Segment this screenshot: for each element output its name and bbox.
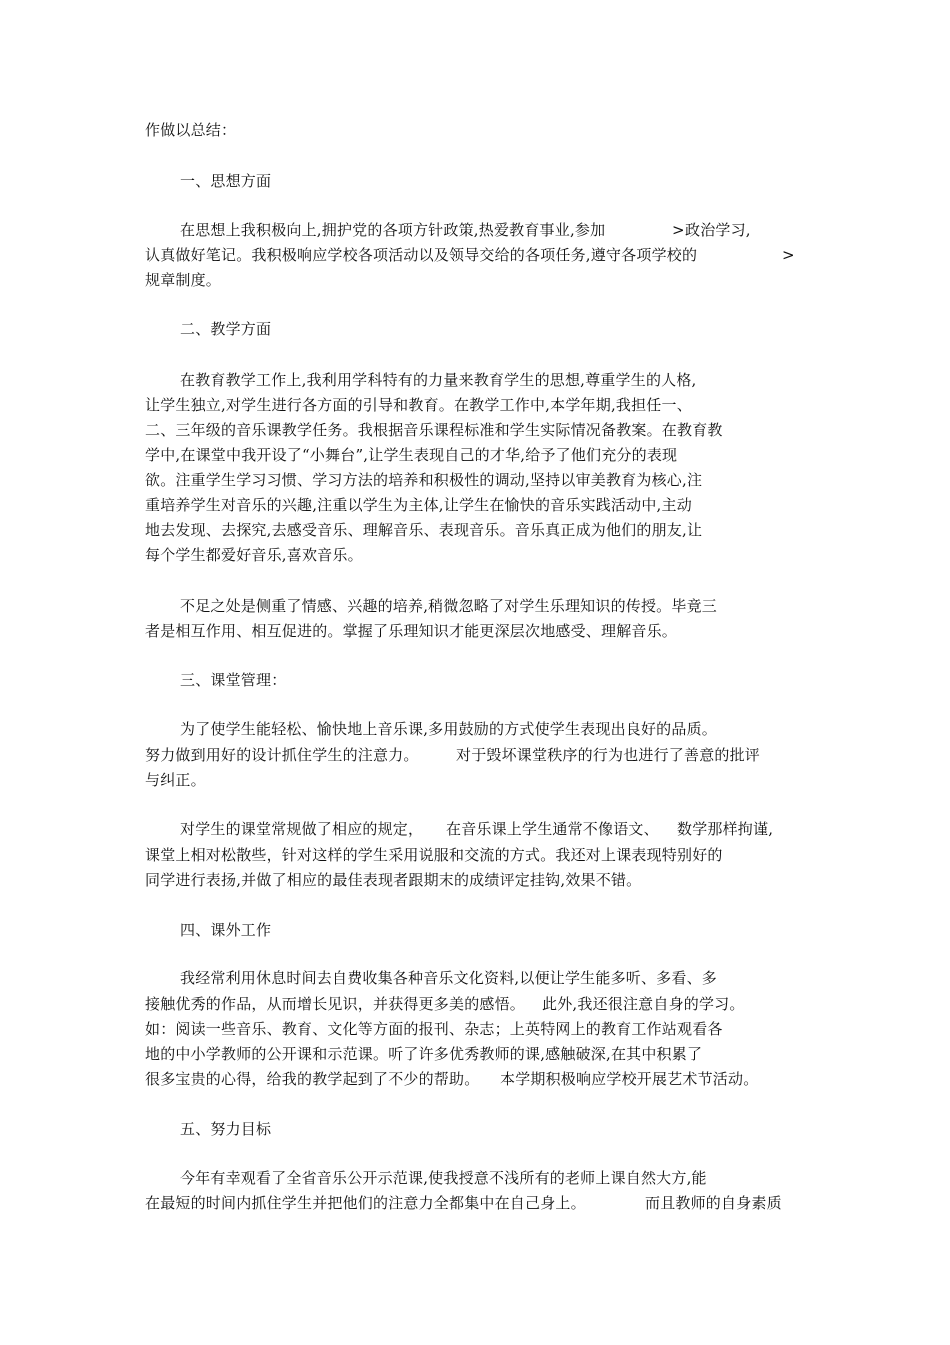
paragraph-line: 不足之处是侧重了情感、兴趣的培养,稍微忽略了对学生乐理知识的传授。毕竟三 — [180, 597, 717, 615]
paragraph-line: 对于毁坏课堂秩序的行为也进行了善意的批评 — [456, 746, 761, 764]
paragraph-line: 欲。注重学生学习习惯、学习方法的培养和积极性的调动,坚持以审美教育为核心,注 — [145, 471, 703, 489]
section-heading-extracurricular: 四、课外工作 — [180, 921, 272, 939]
paragraph-line: 数学那样拘谨, — [677, 820, 774, 838]
paragraph-line: 如：阅读一些音乐、教育、文化等方面的报刊、杂志；上英特网上的教育工作站观看各 — [145, 1020, 723, 1038]
paragraph-line: 课堂上相对松散些，针对这样的学生采用说服和交流的方式。我还对上课表现特别好的 — [145, 846, 723, 864]
paragraph-line: 同学进行表扬,并做了相应的最佳表现者跟期末的成绩评定挂钩,效果不错。 — [145, 871, 642, 889]
paragraph-line: 在思想上我积极向上,拥护党的各项方针政策,热爱教育事业,参加 — [180, 221, 606, 239]
paragraph-line: 在最短的时间内抓住学生并把他们的注意力全都集中在自己身上。 — [145, 1194, 586, 1212]
paragraph-line: 很多宝贵的心得，给我的教学起到了不少的帮助。 — [145, 1070, 480, 1088]
paragraph-line: 每个学生都爱好音乐,喜欢音乐。 — [145, 546, 363, 564]
paragraph-line: 接触优秀的作品，从而增长见识，并获得更多美的感悟。 — [145, 995, 526, 1013]
paragraph-line: 而且教师的自身素质 — [645, 1194, 782, 1212]
paragraph-line: 在教育教学工作上,我利用学科特有的力量来教育学生的思想,尊重学生的人格, — [180, 371, 697, 389]
paragraph-line: 者是相互作用、相互促进的。掌握了乐理知识才能更深层次地感受、理解音乐。 — [145, 622, 678, 640]
paragraph-line: 二、三年级的音乐课教学任务。我根据音乐课程标准和学生实际情况备教案。在教育教 — [145, 421, 723, 439]
paragraph-line: 学中,在课堂中我开设了“小舞台”,让学生表现自己的才华,给予了他们充分的表现 — [145, 446, 678, 464]
paragraph-line: 对学生的课堂常规做了相应的规定， — [180, 820, 424, 838]
paragraph-line: 此外,我还很注意自身的学习。 — [542, 995, 745, 1013]
paragraph-line: 地的中小学教师的公开课和示范课。听了许多优秀教师的课,感触破深,在其中积累了 — [145, 1045, 703, 1063]
paragraph-line: 今年有幸观看了全省音乐公开示范课,使我授意不浅所有的老师上课自然大方,能 — [180, 1169, 707, 1187]
arrow-symbol: > — [782, 246, 795, 264]
section-heading-thought: 一、思想方面 — [180, 172, 272, 190]
paragraph-line: 努力做到用好的设计抓住学生的注意力。 — [145, 746, 419, 764]
section-heading-classroom: 三、课堂管理： — [180, 671, 287, 689]
paragraph-line: 在音乐课上学生通常不像语文、 — [446, 820, 659, 838]
section-heading-goals: 五、努力目标 — [180, 1120, 272, 1138]
intro-line: 作做以总结： — [145, 121, 237, 139]
arrow-symbol: > — [672, 221, 685, 239]
paragraph-line: 为了使学生能轻松、愉快地上音乐课,多用鼓励的方式使学生表现出良好的品质。 — [180, 720, 717, 738]
paragraph-line: 本学期积极响应学校开展艺术节活动。 — [500, 1070, 759, 1088]
paragraph-line: 规章制度。 — [145, 271, 222, 289]
paragraph-line: 重培养学生对音乐的兴趣,注重以学生为主体,让学生在愉快的音乐实践活动中,主动 — [145, 496, 692, 514]
section-heading-teaching: 二、教学方面 — [180, 320, 272, 338]
paragraph-line: 让学生独立,对学生进行各方面的引导和教育。在教学工作中,本学年期,我担任一、 — [145, 396, 692, 414]
paragraph-line: 政治学习, — [685, 221, 751, 239]
paragraph-line: 我经常利用休息时间去自费收集各种音乐文化资料,以便让学生能多听、多看、多 — [180, 969, 717, 987]
paragraph-line: 认真做好笔记。我积极响应学校各项活动以及领导交给的各项任务,遵守各项学校的 — [145, 246, 698, 264]
paragraph-line: 地去发现、去探究,去感受音乐、理解音乐、表现音乐。音乐真正成为他们的朋友,让 — [145, 521, 703, 539]
paragraph-line: 与纠正。 — [145, 771, 206, 789]
